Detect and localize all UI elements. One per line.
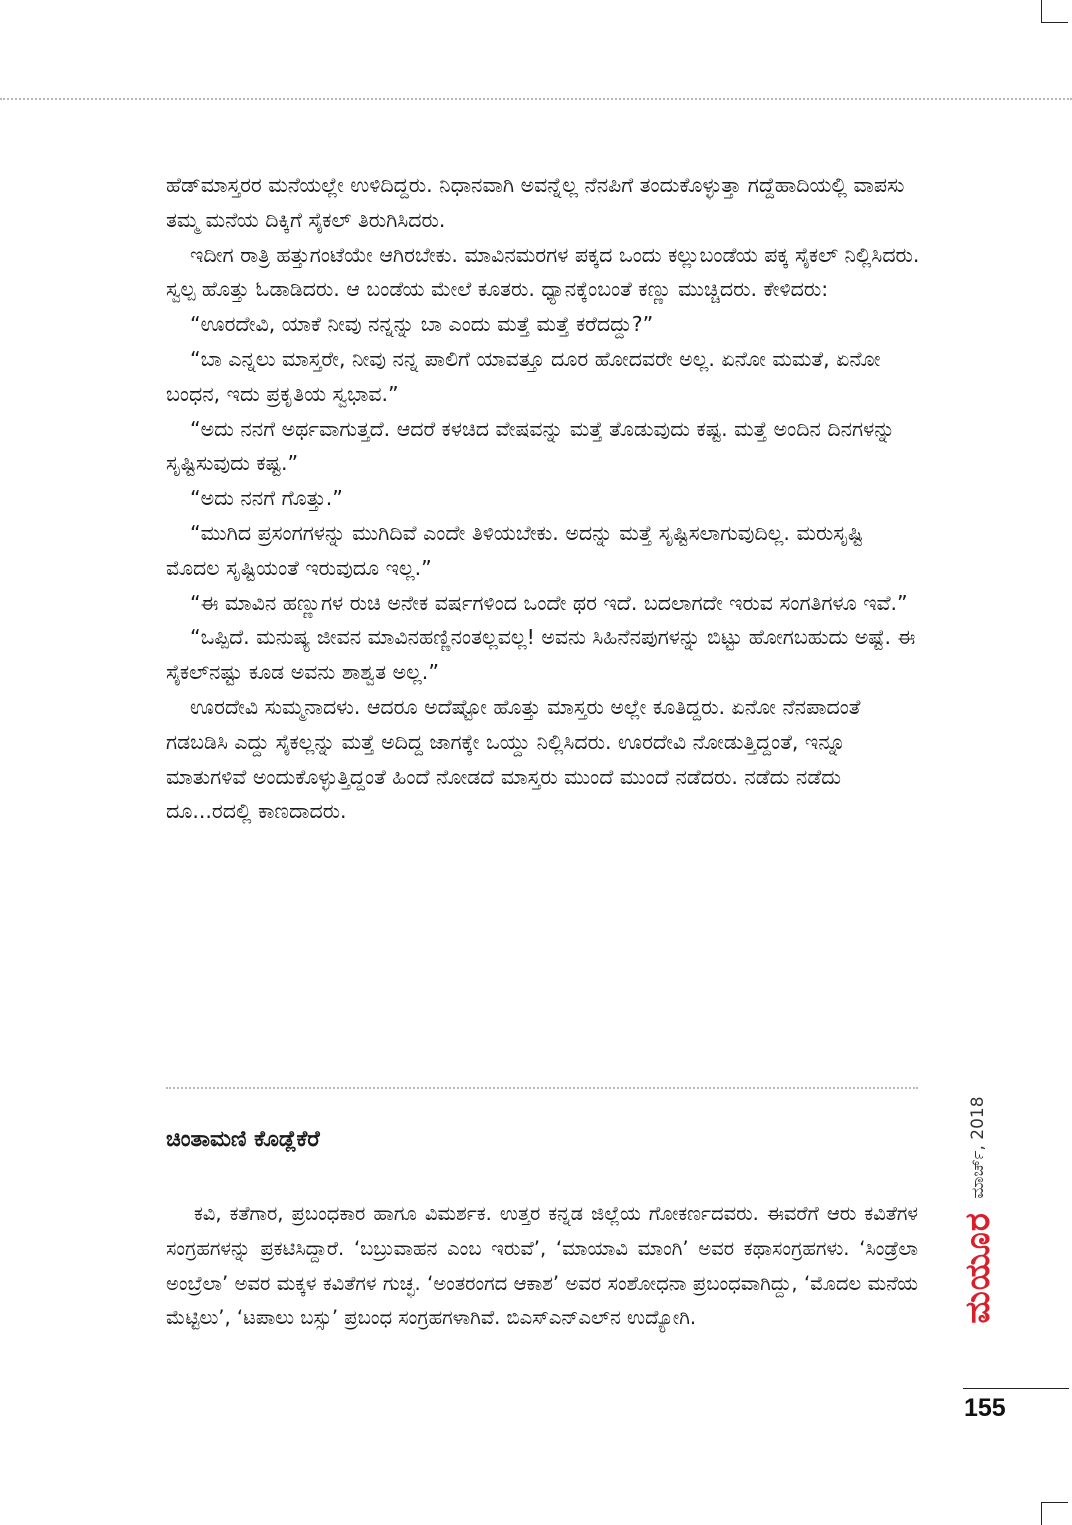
bio-dotted-divider bbox=[166, 1087, 918, 1089]
page-number: 155 bbox=[964, 1394, 1006, 1422]
author-bio: ಕವಿ, ಕತೆಗಾರ, ಪ್ರಬಂಧಕಾರ ಹಾಗೂ ವಿಮರ್ಶಕ. ಉತ್ತರ ಕನ್ನಡ ಜಿಲ್ಲೆಯ ಗೋಕರ್ಣದವರು. ಈವರೆಗೆ ಆರು ಕವಿತೆಗಳ ಸಂಗ್ರಹಗಳನ್ನು ಪ್ರಕಟಿಸಿದ್ದಾರೆ. ‘ಬಬ್ರುವಾಹನ ಎಂಬ ಇರುವೆ’, ‘ಮಾಯಾವಿ ಮಾಂಗಿ’ ಅವರ ಕಥಾಸಂಗ್ರಹಗಳು. ‘ಸಿಂಡ್ರೆಲಾ ಅಂಬ್ರೆಲಾ’ ಅವರ ಮಕ್ಕಳ ಕವಿತೆಗಳ ಗುಚ್ಛ. ‘ಅಂತರಂಗದ ಆಕಾಶ’ ಅವರ ಸಂಶೋಧನಾ ಪ್ರಬಂಧವಾಗಿದ್ದು, ‘ಮೊದಲ ಮನೆಯ ಮೆಟ್ಟಿಲು’, ‘ಟಪಾಲು ಬಸ್ಸು’ ಪ್ರಬಂಧ ಸಂಗ್ರಹಗಳಾಗಿವೆ. ಬಿಎಸ್‌ಎನ್‌ಎಲ್‌ನ ಉದ್ಯೋಗಿ. bbox=[166, 1202, 918, 1330]
story-paragraph: “ಅದು ನನಗೆ ಅರ್ಥವಾಗುತ್ತದೆ. ಆದರೆ ಕಳಚಿದ ವೇಷವನ್ನು ಮತ್ತೆ ತೊಡುವುದು ಕಷ್ಟ. ಮತ್ತೆ ಅಂದಿನ ದಿನಗಳನ್ನು ಸೃಷ್ಟಿಸುವುದು ಕಷ್ಟ.” bbox=[166, 416, 895, 476]
crop-mark-bottom bbox=[1041, 1502, 1068, 1525]
story-paragraph: “ಮುಗಿದ ಪ್ರಸಂಗಗಳನ್ನು ಮುಗಿದಿವೆ ಎಂದೇ ತಿಳಿಯಬೇಕು. ಅದನ್ನು ಮತ್ತೆ ಸೃಷ್ಟಿಸಲಾಗುವುದಿಲ್ಲ. ಮರುಸೃಷ್ಟಿ ಮೊದಲ ಸೃಷ್ಟಿಯಂತೆ ಇರುವುದೂ ಇಲ್ಲ.” bbox=[166, 520, 864, 580]
story-paragraph: “ಬಾ ಎನ್ನಲು ಮಾಸ್ತರೇ, ನೀವು ನನ್ನ ಪಾಲಿಗೆ ಯಾವತ್ತೂ ದೂರ ಹೋದವರೇ ಅಲ್ಲ. ಏನೋ ಮಮತೆ, ಏನೋ ಬಂಧನ, ಇದು ಪ್ರಕೃತಿಯ ಸ್ವಭಾವ.” bbox=[166, 346, 881, 406]
story-text bbox=[166, 168, 920, 829]
top-dotted-divider bbox=[0, 98, 1072, 100]
page-number-rule bbox=[963, 1388, 1069, 1389]
magazine-logo: ಮಯೂರ bbox=[958, 1212, 998, 1324]
story-paragraph: “ಊರದೇವಿ, ಯಾಕೆ ನೀವು ನನ್ನನ್ನು ಬಾ ಎಂದು ಮತ್ತೆ ಮತ್ತೆ ಕರೆದದ್ದು?” bbox=[190, 312, 654, 337]
story-paragraph: ಊರದೇವಿ ಸುಮ್ಮನಾದಳು. ಆದರೂ ಅದೆಷ್ಟೋ ಹೊತ್ತು ಮಾಸ್ತರು ಅಲ್ಲೇ ಕೂತಿದ್ದರು. ಏನೋ ನೆನಪಾದಂತೆ ಗಡಬಡಿಸಿ ಎದ್ದು ಸೈಕಲ್ಲನ್ನು ಮತ್ತೆ ಅದಿದ್ದ ಜಾಗಕ್ಕೇ ಒಯ್ದು ನಿಲ್ಲಿಸಿದರು. ಊರದೇವಿ ನೋಡುತ್ತಿದ್ದಂತೆ, ಇನ್ನೂ ಮಾತುಗಳಿವೆ ಅಂದುಕೊಳ್ಳುತ್ತಿದ್ದಂತೆ ಹಿಂದೆ ನೋಡದೆ ಮಾಸ್ತರು ಮುಂದೆ ಮುಂದೆ ನಡೆದರು. ನಡೆದು ನಡೆದು ದೂ...ರದಲ್ಲಿ ಕಾಣದಾದರು. bbox=[166, 694, 861, 824]
story-paragraph: ಹೆಡ್‌ಮಾಸ್ತರರ ಮನೆಯಲ್ಲೇ ಉಳಿದಿದ್ದರು. ನಿಧಾನವಾಗಿ ಅವನ್ನೆಲ್ಲ ನೆನಪಿಗೆ ತಂದುಕೊಳ್ಳುತ್ತಾ ಗದ್ದೆಹಾದಿಯಲ್ಲಿ ವಾಪಸು ತಮ್ಮ ಮನೆಯ ದಿಕ್ಕಿಗೆ ಸೈಕಲ್ ತಿರುಗಿಸಿದರು. bbox=[166, 173, 905, 232]
issue-date: ಮಾರ್ಚ್, 2018 bbox=[968, 1096, 988, 1199]
magazine-side-strip bbox=[958, 1096, 998, 1376]
crop-mark-top bbox=[1041, 0, 1068, 23]
story-paragraph: “ಅದು ನನಗೆ ಗೊತ್ತು.” bbox=[190, 486, 343, 511]
story-paragraph: ಇದೀಗ ರಾತ್ರಿ ಹತ್ತುಗಂಟೆಯೇ ಆಗಿರಬೇಕು. ಮಾವಿನಮರಗಳ ಪಕ್ಕದ ಒಂದು ಕಲ್ಲುಬಂಡೆಯ ಪಕ್ಕ ಸೈಕಲ್ ನಿಲ್ಲಿಸಿದರು. ಸ್ವಲ್ಪ ಹೊತ್ತು ಓಡಾಡಿದರು. ಆ ಬಂಡೆಯ ಮೇಲೆ ಕೂತರು. ಧ್ಯಾನಕ್ಕೆಂಬಂತೆ ಕಣ್ಣು ಮುಚ್ಚಿದರು. ಕೇಳಿದರು: bbox=[166, 242, 920, 302]
story-paragraph: “ಈ ಮಾವಿನ ಹಣ್ಣುಗಳ ರುಚಿ ಅನೇಕ ವರ್ಷಗಳಿಂದ ಒಂದೇ ಥರ ಇದೆ. ಬದಲಾಗದೇ ಇರುವ ಸಂಗತಿಗಳೂ ಇವೆ.” bbox=[190, 590, 908, 615]
author-name: ಚಿಂತಾಮಣಿ ಕೊಡ್ಲೆಕೆರೆ bbox=[166, 1127, 320, 1152]
story-paragraph: “ಒಪ್ಪಿದೆ. ಮನುಷ್ಯ ಜೀವನ ಮಾವಿನಹಣ್ಣಿನಂತಲ್ಲವಲ್ಲ! ಅವನು ಸಿಹಿನೆನಪುಗಳನ್ನು ಬಿಟ್ಟು ಹೋಗಬಹುದು ಅಷ್ಟೆ. ಈ ಸೈಕಲ್‌ನಷ್ಟು ಕೂಡ ಅವನು ಶಾಶ್ವತ ಅಲ್ಲ.” bbox=[166, 625, 916, 685]
